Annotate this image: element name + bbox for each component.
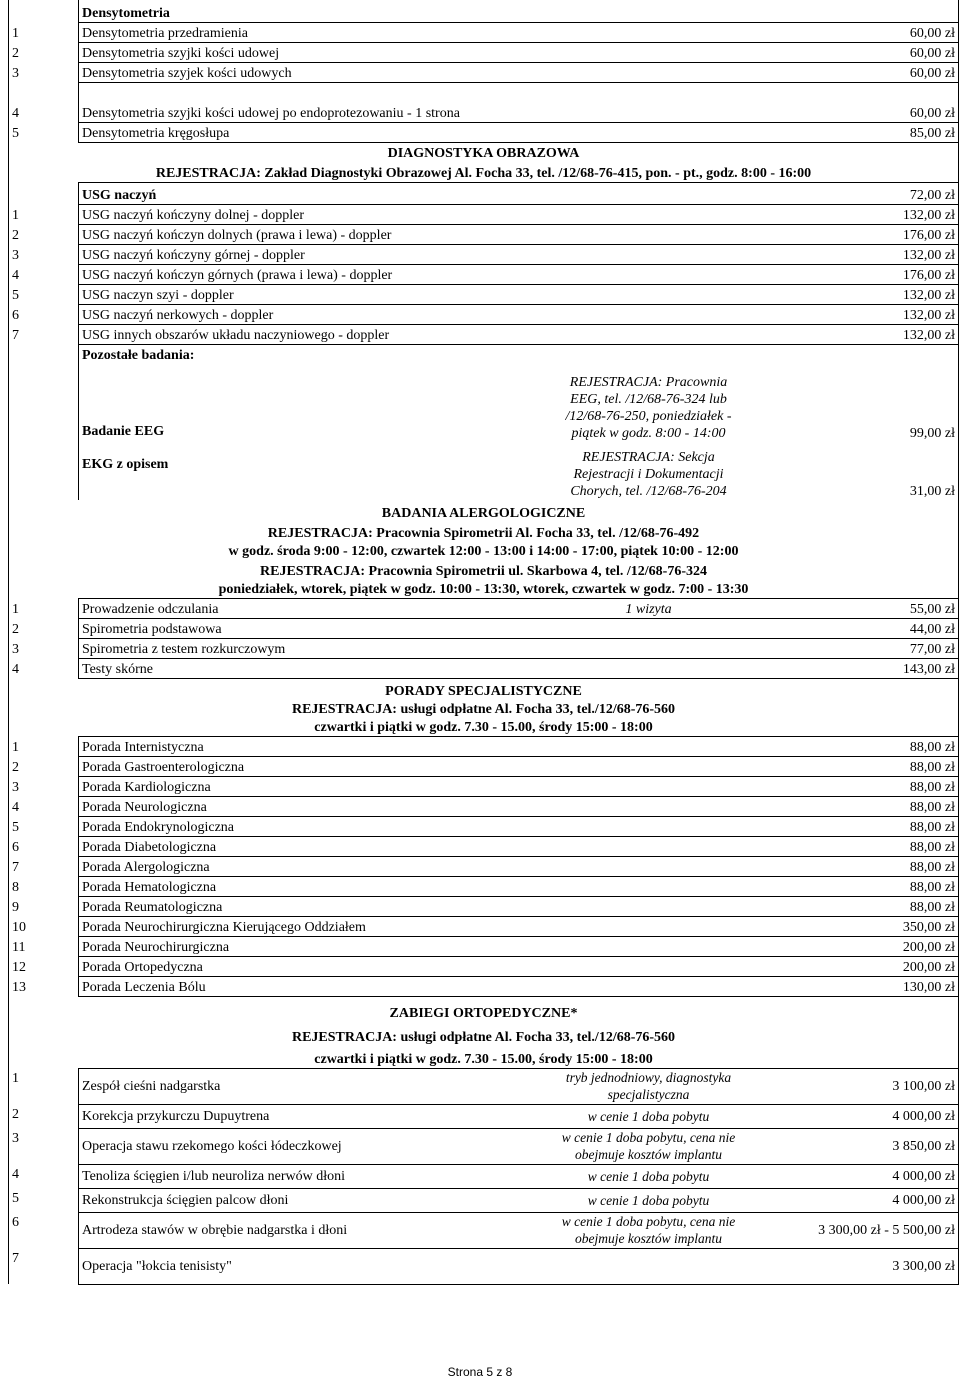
row-description: Porada Reumatologiczna xyxy=(79,896,764,916)
row-number: 3 xyxy=(9,1128,79,1164)
table-row xyxy=(9,836,959,856)
row-number: 4 xyxy=(9,1164,79,1188)
row-description: Porada Alergologiczna xyxy=(79,856,764,876)
row-description: Densytometria przedramienia xyxy=(79,22,764,42)
registration-hours: czwartki i piątki w godz. 7.30 - 15.00, środy 15:00 - 18:00 xyxy=(9,718,959,736)
row-number: 1 xyxy=(9,598,79,618)
registration-hours xyxy=(9,580,959,598)
row-price: 176,00 zł xyxy=(764,264,959,284)
row-number: 7 xyxy=(9,324,79,344)
row-description: Operacja "łokcia tenisisty" xyxy=(79,1248,534,1284)
row-number: 6 xyxy=(9,836,79,856)
table-row xyxy=(9,1164,959,1188)
table-row xyxy=(9,776,959,796)
row-price: 77,00 zł xyxy=(764,638,959,658)
table-row xyxy=(9,82,959,122)
subsection-title: USG naczyń xyxy=(79,182,764,204)
row-description: Badanie EEG xyxy=(82,424,165,439)
row-price xyxy=(764,0,959,22)
row-note: 1 wizyta xyxy=(534,598,764,618)
row-price: 72,00 zł xyxy=(764,182,959,204)
row-note: w cenie 1 doba pobytu xyxy=(534,1104,764,1128)
registration-info: REJESTRACJA: usługi odpłatne Al. Focha 33, tel./12/68-76-560 xyxy=(9,1022,959,1046)
ekg-row xyxy=(9,442,959,500)
row-number: 2 xyxy=(9,618,79,638)
row-number xyxy=(9,364,79,442)
row-number: 1 xyxy=(9,736,79,756)
row-description: Porada Leczenia Bólu xyxy=(79,976,764,996)
row-number: 12 xyxy=(9,956,79,976)
row-note: REJESTRACJA: Pracownia EEG, tel. /12/68-76-324 lub /12/68-76-250, poniedziałek - piątek w godz. 8:00 - 14:00 xyxy=(565,375,732,441)
row-number: 5 xyxy=(9,816,79,836)
row-number xyxy=(9,344,79,364)
row-number: 1 xyxy=(9,204,79,224)
row-price: 88,00 zł xyxy=(764,896,959,916)
section-title-porady: PORADY SPECJALISTYCZNE xyxy=(9,678,959,700)
table-row xyxy=(9,796,959,816)
row-description: Testy skórne xyxy=(79,658,534,678)
table-row xyxy=(9,204,959,224)
row-description: EKG z opisem xyxy=(82,456,169,472)
row-number: 1 xyxy=(9,1068,79,1104)
row-description: Porada Diabetologiczna xyxy=(79,836,764,856)
row-description: Korekcja przykurczu Dupuytrena xyxy=(79,1104,534,1128)
table-row xyxy=(9,244,959,264)
row-description: Porada Gastroenterologiczna xyxy=(79,756,764,776)
row-description: USG naczyń kończyny górnej - doppler xyxy=(79,244,764,264)
registration-info: REJESTRACJA: Pracownia Spirometrii Al. Focha 33, tel. /12/68-76-492 xyxy=(9,522,959,542)
table-row xyxy=(9,876,959,896)
row-number: 13 xyxy=(9,976,79,996)
row-description: Densytometria szyjki kości udowej po endoprotezowaniu - 1 strona xyxy=(79,82,764,122)
row-price: 60,00 zł xyxy=(764,42,959,62)
row-number: 7 xyxy=(9,1248,79,1284)
section-title-alergologiczne: BADANIA ALERGOLOGICZNE xyxy=(9,500,959,522)
row-price: 350,00 zł xyxy=(764,916,959,936)
row-description: Densytometria szyjek kości udowych xyxy=(79,62,764,82)
row-price: 88,00 zł xyxy=(764,796,959,816)
row-note: w cenie 1 doba pobytu, cena nie obejmuje kosztów implantu xyxy=(534,1128,764,1164)
row-price: 132,00 zł xyxy=(764,204,959,224)
table-row xyxy=(9,1104,959,1128)
row-description: Rekonstrukcja ścięgien palcow dłoni xyxy=(79,1188,534,1212)
row-price: 88,00 zł xyxy=(764,816,959,836)
row-description: Porada Hematologiczna xyxy=(79,876,764,896)
row-note xyxy=(534,638,764,658)
row-description: Porada Neurologiczna xyxy=(79,796,764,816)
table-row xyxy=(9,638,959,658)
registration-info: REJESTRACJA: Zakład Diagnostyki Obrazowej Al. Focha 33, tel. /12/68-76-415, pon. - pt., godz. 8:00 - 16:00 xyxy=(9,162,959,182)
table-row xyxy=(9,618,959,638)
row-description: USG naczyn szyi - doppler xyxy=(79,284,764,304)
row-price: 44,00 zł xyxy=(764,618,959,638)
table-row xyxy=(9,1188,959,1212)
row-description: Porada Neurochirurgiczna Kierującego Oddziałem xyxy=(79,916,764,936)
row-number: 2 xyxy=(9,224,79,244)
row-price: 85,00 zł xyxy=(764,122,959,142)
price-table xyxy=(8,0,959,1285)
row-number: 6 xyxy=(9,304,79,324)
row-number xyxy=(9,0,79,22)
row-price: 4 000,00 zł xyxy=(764,1164,959,1188)
page-footer: Strona 5 z 8 xyxy=(447,1365,513,1379)
row-description: Porada Kardiologiczna xyxy=(79,776,764,796)
table-row xyxy=(9,736,959,756)
row-number: 11 xyxy=(9,936,79,956)
row-price: 4 000,00 zł xyxy=(764,1188,959,1212)
table-row xyxy=(9,1248,959,1284)
row-price: 88,00 zł xyxy=(764,756,959,776)
table-row xyxy=(9,936,959,956)
row-description: USG naczyń kończyny dolnej - doppler xyxy=(79,204,764,224)
price-table-body xyxy=(9,0,959,1284)
row-price: 60,00 zł xyxy=(764,22,959,42)
row-number: 10 xyxy=(9,916,79,936)
section-title-porady xyxy=(9,678,959,700)
row-price: 176,00 zł xyxy=(764,224,959,244)
table-row xyxy=(9,22,959,42)
registration-hours: w godz. środa 9:00 - 12:00, czwartek 12:00 - 13:00 i 14:00 - 17:00, piątek 10:00 - 12:00 xyxy=(9,542,959,560)
table-row xyxy=(9,756,959,776)
registration-info xyxy=(9,522,959,542)
row-note: w cenie 1 doba pobytu, cena nie obejmuje kosztów implantu xyxy=(534,1212,764,1248)
row-description: Densytometria kręgosłupa xyxy=(79,122,764,142)
row-price: 88,00 zł xyxy=(764,836,959,856)
registration-info xyxy=(9,162,959,182)
row-description: Porada Internistyczna xyxy=(79,736,764,756)
row-number xyxy=(9,182,79,204)
section-header-densytometria xyxy=(9,0,959,22)
row-price: 55,00 zł xyxy=(764,598,959,618)
row-number: 5 xyxy=(9,1188,79,1212)
row-number: 9 xyxy=(9,896,79,916)
row-description: Spirometria podstawowa xyxy=(79,618,534,638)
row-price: 60,00 zł xyxy=(764,82,959,122)
row-description: Tenoliza ścięgien i/lub neuroliza nerwów dłoni xyxy=(79,1164,534,1188)
row-price: 31,00 zł xyxy=(764,442,959,500)
row-note: w cenie 1 doba pobytu xyxy=(534,1164,764,1188)
row-number: 4 xyxy=(9,82,79,122)
table-row xyxy=(9,976,959,996)
row-price: 3 300,00 zł - 5 500,00 zł xyxy=(764,1212,959,1248)
table-row xyxy=(9,658,959,678)
registration-hours xyxy=(9,1046,959,1068)
cell xyxy=(764,344,959,364)
row-description: USG naczyń kończyn górnych (prawa i lewa) - doppler xyxy=(79,264,764,284)
registration-info: REJESTRACJA: usługi odpłatne Al. Focha 33, tel./12/68-76-560 xyxy=(9,700,959,718)
row-price: 99,00 zł xyxy=(764,364,959,442)
row-number: 7 xyxy=(9,856,79,876)
table-row xyxy=(9,62,959,82)
registration-info: REJESTRACJA: Pracownia Spirometrii ul. Skarbowa 4, tel. /12/68-76-324 xyxy=(9,560,959,580)
row-description: Artrodeza stawów w obrębie nadgarstka i dłoni xyxy=(79,1212,534,1248)
row-note: REJESTRACJA: Sekcja Rejestracji i Dokumentacji Chorych, tel. /12/68-76-204 xyxy=(570,450,727,499)
table-row xyxy=(9,122,959,142)
row-number: 4 xyxy=(9,658,79,678)
row-price: 4 000,00 zł xyxy=(764,1104,959,1128)
row-note: tryb jednodniowy, diagnostyka specjalistyczna xyxy=(534,1068,764,1104)
table-row xyxy=(9,42,959,62)
row-description: Operacja stawu rzekomego kości łódeczkowej xyxy=(79,1128,534,1164)
row-description: Porada Endokrynologiczna xyxy=(79,816,764,836)
registration-hours: poniedziałek, wtorek, piątek w godz. 10:00 - 13:30, wtorek, czwartek w godz. 7:00 - 13:30 xyxy=(9,580,959,598)
row-description: Spirometria z testem rozkurczowym xyxy=(79,638,534,658)
row-price: 200,00 zł xyxy=(764,956,959,976)
section-title-zabiegi: ZABIEGI ORTOPEDYCZNE* xyxy=(9,996,959,1022)
row-number: 5 xyxy=(9,122,79,142)
row-price: 132,00 zł xyxy=(764,304,959,324)
table-row xyxy=(9,816,959,836)
row-number: 3 xyxy=(9,776,79,796)
row-description: USG naczyń nerkowych - doppler xyxy=(79,304,764,324)
row-price: 143,00 zł xyxy=(764,658,959,678)
row-number: 1 xyxy=(9,22,79,42)
row-note xyxy=(534,618,764,638)
row-description: Porada Ortopedyczna xyxy=(79,956,764,976)
registration-hours xyxy=(9,542,959,560)
section-title: Densytometria xyxy=(79,0,764,22)
section-title-zabiegi xyxy=(9,996,959,1022)
section-title: Pozostałe badania: xyxy=(82,348,195,363)
table-row xyxy=(9,1128,959,1164)
row-note xyxy=(534,1248,764,1284)
row-description: Prowadzenie odczulania xyxy=(79,598,534,618)
row-note: w cenie 1 doba pobytu xyxy=(534,1188,764,1212)
table-row xyxy=(9,284,959,304)
table-row xyxy=(9,856,959,876)
registration-info xyxy=(9,560,959,580)
row-price: 88,00 zł xyxy=(764,876,959,896)
row-description: Zespół cieśni nadgarstka xyxy=(79,1068,534,1104)
row-price: 132,00 zł xyxy=(764,284,959,304)
table-row xyxy=(9,304,959,324)
row-price: 132,00 zł xyxy=(764,244,959,264)
row-price: 200,00 zł xyxy=(764,936,959,956)
table-row xyxy=(9,896,959,916)
row-number: 2 xyxy=(9,1104,79,1128)
row-price: 88,00 zł xyxy=(764,736,959,756)
row-number: 8 xyxy=(9,876,79,896)
row-price: 88,00 zł xyxy=(764,776,959,796)
row-number: 2 xyxy=(9,756,79,776)
row-description: Porada Neurochirurgiczna xyxy=(79,936,764,956)
row-number: 3 xyxy=(9,244,79,264)
table-row xyxy=(9,1212,959,1248)
table-row xyxy=(9,324,959,344)
table-row xyxy=(9,598,959,618)
row-number xyxy=(9,442,79,500)
section-title-alergologiczne xyxy=(9,500,959,522)
table-row xyxy=(9,264,959,284)
row-price: 3 300,00 zł xyxy=(764,1248,959,1284)
row-price: 130,00 zł xyxy=(764,976,959,996)
row-number: 3 xyxy=(9,62,79,82)
eeg-row xyxy=(9,364,959,442)
table-row xyxy=(9,224,959,244)
row-number: 2 xyxy=(9,42,79,62)
row-description: USG innych obszarów układu naczyniowego - doppler xyxy=(79,324,764,344)
row-description: Densytometria szyjki kości udowej xyxy=(79,42,764,62)
section-header-pozostale xyxy=(9,344,959,364)
registration-info xyxy=(9,700,959,718)
row-price: 3 100,00 zł xyxy=(764,1068,959,1104)
row-number: 6 xyxy=(9,1212,79,1248)
registration-info xyxy=(9,1022,959,1046)
registration-hours: czwartki i piątki w godz. 7.30 - 15.00, środy 15:00 - 18:00 xyxy=(9,1046,959,1068)
row-number: 4 xyxy=(9,796,79,816)
row-price: 60,00 zł xyxy=(764,62,959,82)
row-price: 3 850,00 zł xyxy=(764,1128,959,1164)
section-title-diagnostyka: DIAGNOSTYKA OBRAZOWA xyxy=(9,142,959,162)
price-list-sheet xyxy=(8,0,958,1285)
row-number: 4 xyxy=(9,264,79,284)
row-number: 3 xyxy=(9,638,79,658)
registration-hours xyxy=(9,718,959,736)
table-row xyxy=(9,956,959,976)
row-price: 88,00 zł xyxy=(764,856,959,876)
section-title-diagnostyka xyxy=(9,142,959,162)
row-note xyxy=(534,658,764,678)
row-number: 5 xyxy=(9,284,79,304)
row-description: USG naczyń kończyn dolnych (prawa i lewa) - doppler xyxy=(79,224,764,244)
row-price: 132,00 zł xyxy=(764,324,959,344)
usg-header-row xyxy=(9,182,959,204)
table-row xyxy=(9,916,959,936)
table-row xyxy=(9,1068,959,1104)
